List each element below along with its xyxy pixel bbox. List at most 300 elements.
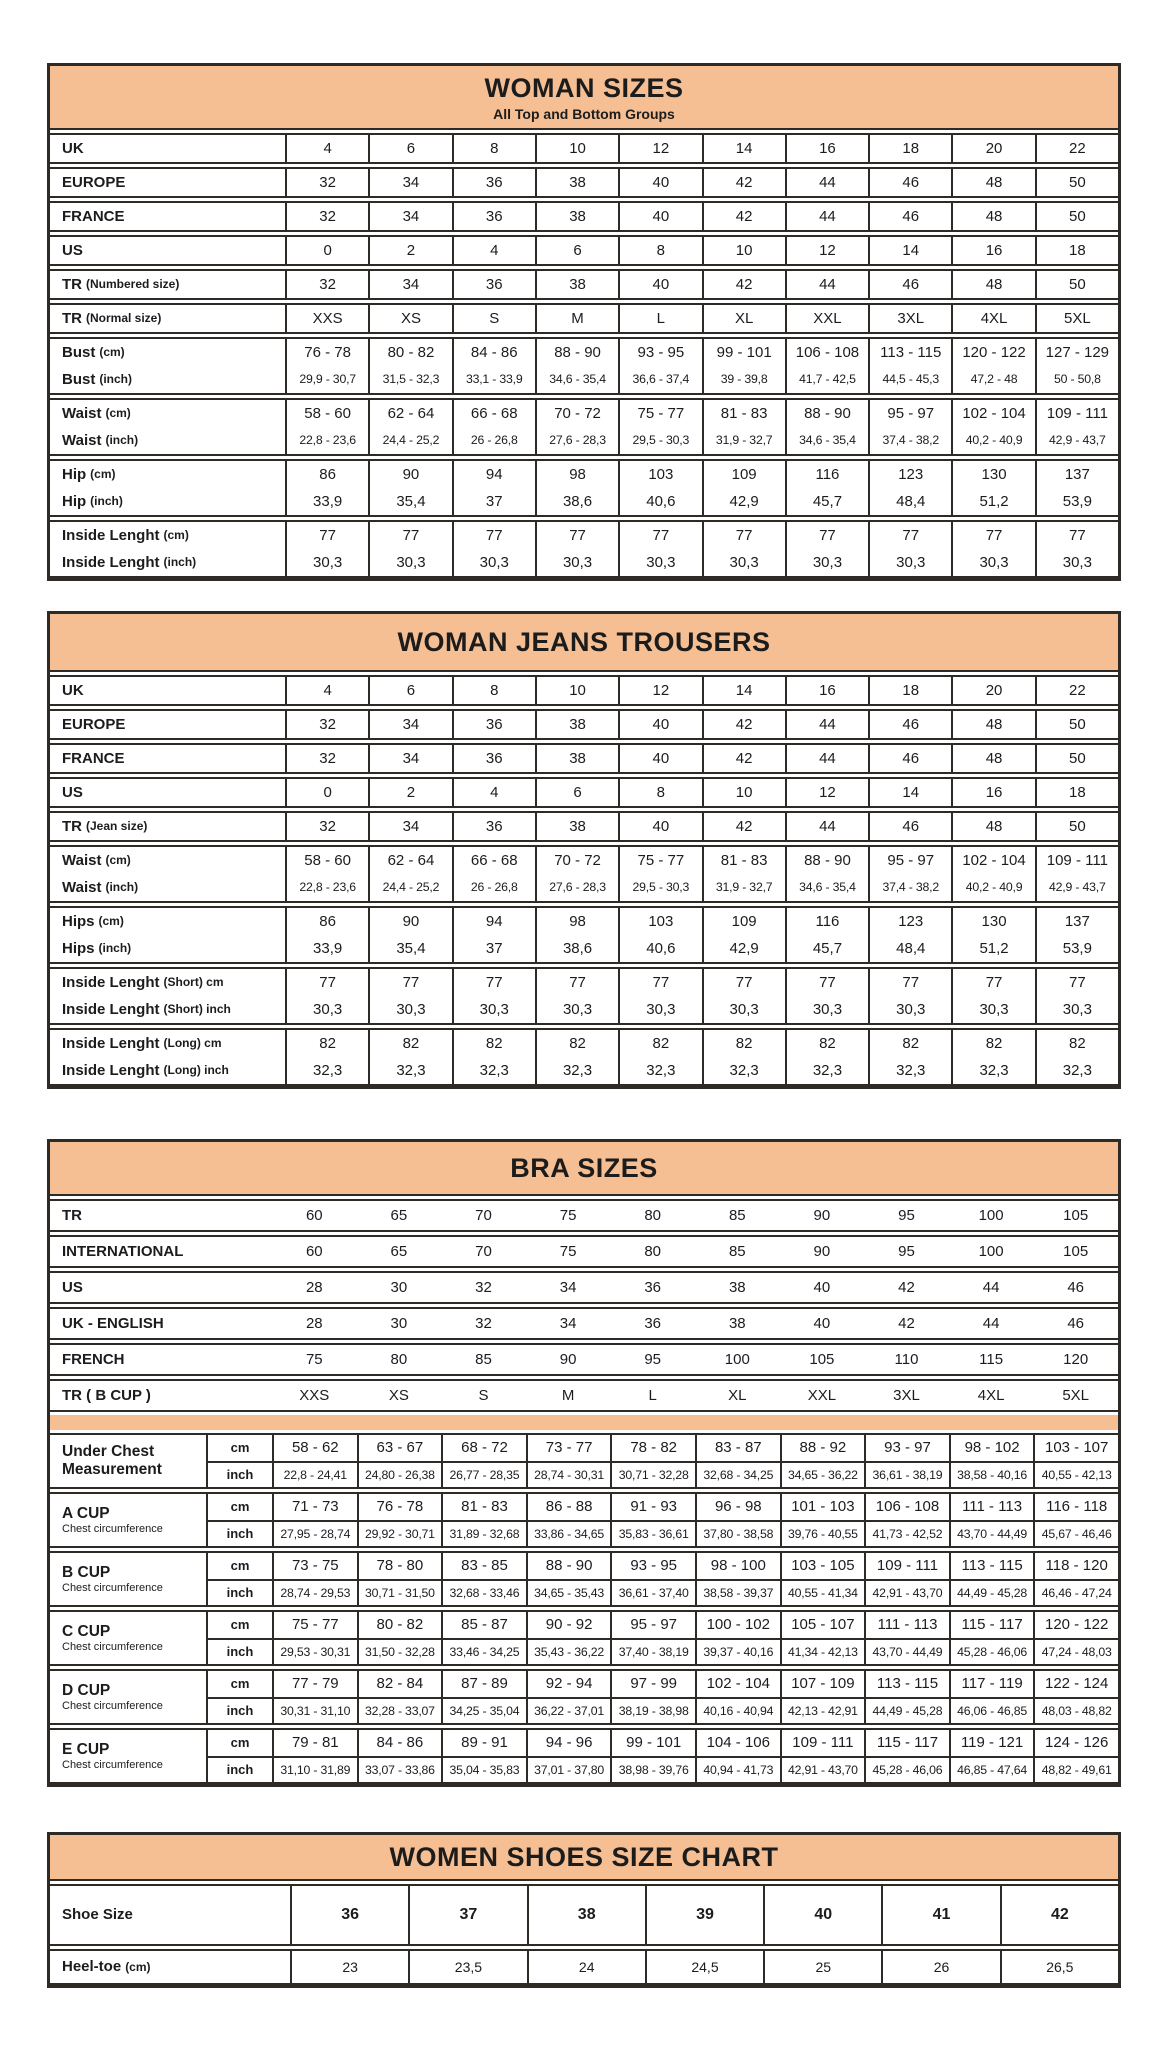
size-cell: 77 [1035, 522, 1118, 549]
size-cell: 77 [951, 969, 1034, 996]
size-cell: 40,2 - 40,9 [951, 427, 1034, 454]
accent-band [50, 1415, 1118, 1430]
size-cell: 75 - 77 [272, 1612, 357, 1638]
size-cell: 45,28 - 46,06 [949, 1638, 1034, 1664]
size-cell: 36,22 - 37,01 [526, 1697, 611, 1723]
size-cell: 40 [618, 203, 701, 230]
size-cell: 44,5 - 45,3 [868, 366, 951, 393]
size-cell: 82 [702, 1030, 785, 1057]
row-label-text: TR [62, 817, 82, 835]
size-cell: 75 [559, 1206, 577, 1224]
size-cell: 46,85 - 47,64 [949, 1756, 1034, 1782]
size-cell: 18 [1035, 237, 1118, 264]
size-cell: 27,6 - 28,3 [535, 874, 618, 901]
size-cell: 32,28 - 33,07 [357, 1697, 442, 1723]
size-chart-tables [47, 63, 1121, 1988]
size-cell: 32 [285, 203, 368, 230]
size-cell: 37,01 - 37,80 [526, 1756, 611, 1782]
table-women-shoes-size-chart [47, 1832, 1121, 1988]
size-cell: 38 [728, 1278, 746, 1296]
table-row-group [50, 1028, 1118, 1086]
table-woman-sizes [47, 63, 1121, 581]
size-cell: 4 [285, 677, 368, 704]
size-cell: 84 - 86 [357, 1730, 442, 1756]
size-cell: 36,6 - 37,4 [618, 366, 701, 393]
size-cell: 60 [305, 1242, 323, 1260]
size-cell: 33,07 - 33,86 [357, 1756, 442, 1782]
size-cell: XL [728, 1386, 747, 1404]
size-cell: 30,71 - 31,50 [357, 1579, 442, 1605]
row-label-note: (inch) [99, 372, 133, 387]
size-cell: 4XL [951, 305, 1034, 332]
size-cell: 32,3 [785, 1057, 868, 1084]
cup-label-sub: Chest circumference [62, 1758, 163, 1771]
size-cell: 30,3 [868, 549, 951, 576]
size-cell: 117 - 119 [949, 1671, 1034, 1697]
size-cell: 32 [285, 813, 368, 840]
size-cell: 40,2 - 40,9 [951, 874, 1034, 901]
size-cell: 86 - 88 [526, 1494, 611, 1520]
size-cell: 32 [285, 271, 368, 298]
table-row-group [50, 1433, 1118, 1489]
size-cell: 44 [982, 1278, 1000, 1296]
table-row-group [50, 1949, 1118, 1985]
row-label-note: (cm) [90, 467, 116, 482]
size-cell: 50 [1035, 711, 1118, 738]
table-row-group [50, 1307, 1118, 1340]
row-label-text: UK [62, 139, 84, 157]
size-cell: 0 [285, 237, 368, 264]
size-cell: 12 [785, 237, 868, 264]
size-cell: 34,25 - 35,04 [441, 1697, 526, 1723]
size-cell: 32,3 [452, 1057, 535, 1084]
size-cell: 29,53 - 30,31 [272, 1638, 357, 1664]
size-cell: 38,19 - 38,98 [610, 1697, 695, 1723]
size-cell: 87 - 89 [441, 1671, 526, 1697]
size-cell: 38,98 - 39,76 [610, 1756, 695, 1782]
size-cell: 130 [951, 461, 1034, 488]
size-cell: 46,06 - 46,85 [949, 1697, 1034, 1723]
size-cell: 6 [535, 237, 618, 264]
row-label-text: Waist [62, 851, 102, 869]
size-cell: 4 [452, 779, 535, 806]
table-row-group [50, 811, 1118, 842]
size-cell: 66 - 68 [452, 400, 535, 427]
size-cell: 34,65 - 35,43 [526, 1579, 611, 1605]
size-cell: 115 - 117 [949, 1612, 1034, 1638]
size-cell: 32 [285, 745, 368, 772]
size-cell: 43,70 - 44,49 [949, 1520, 1034, 1546]
size-cell: 32,3 [618, 1057, 701, 1084]
table-row-group [50, 1610, 1118, 1666]
row-label-note: (cm) [105, 853, 131, 868]
size-cell: 70 - 72 [535, 400, 618, 427]
table-row-group [50, 906, 1118, 964]
size-cell: 48 [951, 745, 1034, 772]
size-cell: 5XL [1035, 305, 1118, 332]
size-cell: 14 [868, 779, 951, 806]
row-label-text: EUROPE [62, 715, 126, 733]
size-cell: 26 [881, 1951, 999, 1983]
size-cell: 3XL [868, 305, 951, 332]
size-cell: 38,6 [535, 488, 618, 515]
cup-label-main: D CUP [62, 1681, 111, 1699]
size-cell: 77 [951, 522, 1034, 549]
size-cell: 42 [702, 271, 785, 298]
size-cell: 50 [1035, 813, 1118, 840]
size-cell: 6 [368, 135, 451, 162]
table-woman-jeans-trousers [47, 611, 1121, 1089]
table-row-group [50, 967, 1118, 1025]
size-cell: 46 [868, 169, 951, 196]
row-label [50, 549, 285, 576]
size-cell: 77 [535, 969, 618, 996]
size-cell: 70 [475, 1242, 492, 1260]
cup-label [50, 1671, 206, 1723]
size-cell: 48 [951, 203, 1034, 230]
size-cell: 34,6 - 35,4 [535, 366, 618, 393]
row-label-text: Inside Lenght [62, 973, 160, 991]
size-cell: 44,49 - 45,28 [864, 1697, 949, 1723]
table-row-group [50, 269, 1118, 300]
size-cell: 26 - 26,8 [452, 427, 535, 454]
size-cell: 46 [868, 271, 951, 298]
size-cell: 32,68 - 34,25 [695, 1461, 780, 1487]
cup-label [50, 1612, 206, 1664]
size-cell: 106 - 108 [785, 339, 868, 366]
row-label-text: Inside Lenght [62, 1000, 160, 1018]
size-cell: 28 [305, 1278, 323, 1296]
row-label-note: (inch) [90, 494, 123, 509]
size-cell: 40,55 - 42,13 [1033, 1461, 1118, 1487]
size-cell: 6 [368, 677, 451, 704]
size-cell: 38 [535, 271, 618, 298]
size-cell: 103 [618, 908, 701, 935]
size-cell: 102 - 104 [951, 400, 1034, 427]
row-label [50, 427, 285, 454]
size-cell: 82 [452, 1030, 535, 1057]
row-label [50, 1886, 290, 1944]
size-cell: M [561, 1386, 575, 1404]
size-cell: 137 [1035, 908, 1118, 935]
size-cell: 100 [724, 1350, 750, 1368]
size-cell: 65 [390, 1242, 408, 1260]
size-cell: 40 [763, 1886, 881, 1944]
table-row-group [50, 303, 1118, 334]
size-cell: 46 [868, 203, 951, 230]
size-cell: 48 [951, 711, 1034, 738]
size-cell: 93 - 95 [610, 1553, 695, 1579]
row-label [50, 969, 285, 996]
size-cell: 82 [618, 1030, 701, 1057]
unit-cell: cm [206, 1612, 272, 1638]
size-cell: 90 [368, 908, 451, 935]
size-cell: 77 [452, 969, 535, 996]
size-cell: 32,3 [535, 1057, 618, 1084]
row-label-text: FRANCE [62, 749, 125, 767]
table-row-group [50, 337, 1118, 395]
size-cell: 109 [702, 908, 785, 935]
size-cell: 37 [408, 1886, 526, 1944]
size-cell: 8 [452, 135, 535, 162]
size-cell: S [452, 305, 535, 332]
row-label-text: INTERNATIONAL [62, 1242, 184, 1260]
size-cell: S [478, 1386, 489, 1404]
size-cell: 48,4 [868, 488, 951, 515]
size-cell: 40 [813, 1278, 831, 1296]
row-label-text: Hips [62, 912, 95, 930]
size-cell: 28 [305, 1314, 323, 1332]
row-label-note: (inch) [105, 880, 139, 895]
row-label [50, 1381, 272, 1410]
size-cell: 30,3 [535, 996, 618, 1023]
row-label [50, 1237, 272, 1266]
size-cell: 50 - 50,8 [1035, 366, 1118, 393]
size-cell: 36 [452, 203, 535, 230]
size-cell: 35,4 [368, 935, 451, 962]
size-cell: 99 - 101 [702, 339, 785, 366]
size-cell: 80 [644, 1206, 662, 1224]
row-label-text: Inside Lenght [62, 1061, 160, 1079]
row-label [50, 935, 285, 962]
size-cell: 95 [898, 1242, 915, 1260]
table-title: WOMAN SIZES [484, 72, 684, 103]
table-header [50, 614, 1118, 672]
size-cell: 42,9 [702, 488, 785, 515]
size-cell: 42 [702, 745, 785, 772]
size-cell: 16 [951, 779, 1034, 806]
row-label-note: (inch) [105, 433, 139, 448]
size-cell: 98 - 102 [949, 1435, 1034, 1461]
table-row-group [50, 1235, 1118, 1268]
size-cell: 102 - 104 [951, 847, 1034, 874]
size-cell: 44 [982, 1314, 1000, 1332]
size-cell: 93 - 97 [864, 1435, 949, 1461]
size-cell: 109 - 111 [1035, 400, 1118, 427]
table-bra-sizes [47, 1139, 1121, 1787]
size-cell: 36 [452, 711, 535, 738]
row-label [50, 203, 285, 230]
size-cell: 48,82 - 49,61 [1033, 1756, 1118, 1782]
cup-label-sub: Chest circumference [62, 1581, 163, 1594]
size-cell: 78 - 80 [357, 1553, 442, 1579]
size-cell: 38,58 - 39,37 [695, 1579, 780, 1605]
size-cell: 12 [618, 135, 701, 162]
table-row-group [50, 1199, 1118, 1232]
unit-cell: inch [206, 1638, 272, 1664]
size-cell: 28,74 - 29,53 [272, 1579, 357, 1605]
size-cell: 29,5 - 30,3 [618, 874, 701, 901]
row-label-text: Waist [62, 404, 102, 422]
size-cell: 81 - 83 [702, 847, 785, 874]
size-cell: 83 - 87 [695, 1435, 780, 1461]
unit-cell: inch [206, 1697, 272, 1723]
size-cell: 75 - 77 [618, 847, 701, 874]
size-cell: 91 - 93 [610, 1494, 695, 1520]
row-label-text: Inside Lenght [62, 553, 160, 571]
size-cell: 51,2 [951, 488, 1034, 515]
unit-cell: cm [206, 1671, 272, 1697]
size-cell: 75 [559, 1242, 577, 1260]
size-cell: 42,91 - 43,70 [864, 1579, 949, 1605]
size-cell: 31,9 - 32,7 [702, 427, 785, 454]
unit-cell: inch [206, 1461, 272, 1487]
size-cell: 34 [368, 711, 451, 738]
table-row-group [50, 459, 1118, 517]
size-cell: 97 - 99 [610, 1671, 695, 1697]
size-cell: M [535, 305, 618, 332]
size-cell: 102 - 104 [695, 1671, 780, 1697]
size-cell: 30,31 - 31,10 [272, 1697, 357, 1723]
size-cell: 10 [535, 135, 618, 162]
size-cell: 40 [618, 813, 701, 840]
size-cell: 101 - 103 [780, 1494, 865, 1520]
size-cell: 80 [644, 1242, 662, 1260]
table-row-group [50, 1669, 1118, 1725]
row-label [50, 1030, 285, 1057]
size-cell: 35,4 [368, 488, 451, 515]
row-label-note: (Numbered size) [86, 277, 180, 292]
size-cell: 113 - 115 [868, 339, 951, 366]
size-cell: 105 - 107 [780, 1612, 865, 1638]
row-label-text: Inside Lenght [62, 526, 160, 544]
size-cell: 31,9 - 32,7 [702, 874, 785, 901]
size-cell: 80 [390, 1350, 408, 1368]
size-cell: 90 [559, 1350, 577, 1368]
size-cell: 36 [452, 169, 535, 196]
size-cell: 30,3 [535, 549, 618, 576]
size-cell: 33,9 [285, 935, 368, 962]
size-cell: 34,6 - 35,4 [785, 427, 868, 454]
size-cell: 37,40 - 38,19 [610, 1638, 695, 1664]
size-cell: 45,7 [785, 935, 868, 962]
size-cell: 22,8 - 24,41 [272, 1461, 357, 1487]
size-cell: 42 [898, 1314, 915, 1332]
row-label [50, 135, 285, 162]
size-cell: 113 - 115 [949, 1553, 1034, 1579]
size-cell: 44,49 - 45,28 [949, 1579, 1034, 1605]
size-cell: 41,7 - 42,5 [785, 366, 868, 393]
size-cell: 34 [559, 1278, 577, 1296]
row-label-text: Heel-toe [62, 1958, 122, 1976]
size-cell: 78 - 82 [610, 1435, 695, 1461]
row-label-note: (Long) cm [163, 1036, 222, 1051]
size-cell: 113 - 115 [864, 1671, 949, 1697]
cup-label [50, 1553, 206, 1605]
size-cell: 46 [868, 813, 951, 840]
table-header [50, 1142, 1118, 1196]
size-cell: 42 [898, 1278, 915, 1296]
size-cell: 103 - 107 [1033, 1435, 1118, 1461]
size-cell: 60 [305, 1206, 323, 1224]
size-cell: 3XL [893, 1386, 920, 1404]
size-cell: 89 - 91 [441, 1730, 526, 1756]
size-cell: 109 - 111 [864, 1553, 949, 1579]
size-cell: 68 - 72 [441, 1435, 526, 1461]
table-title: WOMAN JEANS TROUSERS [397, 626, 771, 657]
size-cell: 40 [618, 169, 701, 196]
size-cell: 77 - 79 [272, 1671, 357, 1697]
size-cell: 51,2 [951, 935, 1034, 962]
size-cell: 116 [785, 908, 868, 935]
size-cell: 120 - 122 [1033, 1612, 1118, 1638]
size-cell: 42 [1000, 1886, 1118, 1944]
size-cell: 70 - 72 [535, 847, 618, 874]
size-cell: 44 [785, 813, 868, 840]
size-cell: 14 [702, 135, 785, 162]
size-cell: 38 [535, 813, 618, 840]
size-cell: 20 [951, 677, 1034, 704]
size-cell: 116 [785, 461, 868, 488]
size-cell: 0 [285, 779, 368, 806]
cup-label-main: A CUP [62, 1504, 110, 1522]
size-cell: 42 [702, 813, 785, 840]
size-cell: 50 [1035, 745, 1118, 772]
size-cell: 34,65 - 36,22 [780, 1461, 865, 1487]
row-label [50, 1309, 272, 1338]
row-label-text: TR [62, 1206, 82, 1224]
size-cell: 30,3 [785, 549, 868, 576]
size-cell: 58 - 60 [285, 847, 368, 874]
size-cell: 37,80 - 38,58 [695, 1520, 780, 1546]
size-cell: 8 [618, 237, 701, 264]
size-cell: 93 - 95 [618, 339, 701, 366]
size-cell: 116 - 118 [1033, 1494, 1118, 1520]
size-cell: 107 - 109 [780, 1671, 865, 1697]
size-cell: 50 [1035, 169, 1118, 196]
size-cell: 58 - 62 [272, 1435, 357, 1461]
size-cell: 10 [702, 237, 785, 264]
size-cell: 32,3 [868, 1057, 951, 1084]
size-cell: 77 [535, 522, 618, 549]
size-cell: 62 - 64 [368, 847, 451, 874]
size-cell: 37 [452, 935, 535, 962]
size-cell: 42 [702, 169, 785, 196]
cup-label-sub: Chest circumference [62, 1699, 163, 1712]
size-cell: 104 - 106 [695, 1730, 780, 1756]
size-cell: 38 [728, 1314, 746, 1332]
size-cell: 30,3 [618, 996, 701, 1023]
row-label-note: (inch) [98, 941, 132, 956]
unit-cell: inch [206, 1579, 272, 1605]
size-cell: 77 [785, 522, 868, 549]
size-cell: 137 [1035, 461, 1118, 488]
size-cell: 24 [527, 1951, 645, 1983]
size-cell: 31,5 - 32,3 [368, 366, 451, 393]
table-row-group [50, 845, 1118, 903]
unit-cell: cm [206, 1494, 272, 1520]
size-cell: 50 [1035, 203, 1118, 230]
size-cell: 39 - 39,8 [702, 366, 785, 393]
size-cell: 46 [1067, 1314, 1085, 1332]
row-label [50, 874, 285, 901]
table-row-group [50, 235, 1118, 266]
size-cell: 85 [475, 1350, 492, 1368]
row-label-text: Hip [62, 492, 87, 510]
size-cell: 105 [1063, 1242, 1089, 1260]
size-cell: 105 [1063, 1206, 1089, 1224]
size-cell: 36,61 - 38,19 [864, 1461, 949, 1487]
row-label-text: US [62, 241, 83, 259]
size-cell: 22,8 - 23,6 [285, 427, 368, 454]
size-cell: 95 [644, 1350, 662, 1368]
size-cell: 47,24 - 48,03 [1033, 1638, 1118, 1664]
size-cell: 16 [951, 237, 1034, 264]
size-cell: 40 [618, 711, 701, 738]
size-cell: 92 - 94 [526, 1671, 611, 1697]
size-cell: 32 [285, 169, 368, 196]
size-cell: 16 [785, 677, 868, 704]
